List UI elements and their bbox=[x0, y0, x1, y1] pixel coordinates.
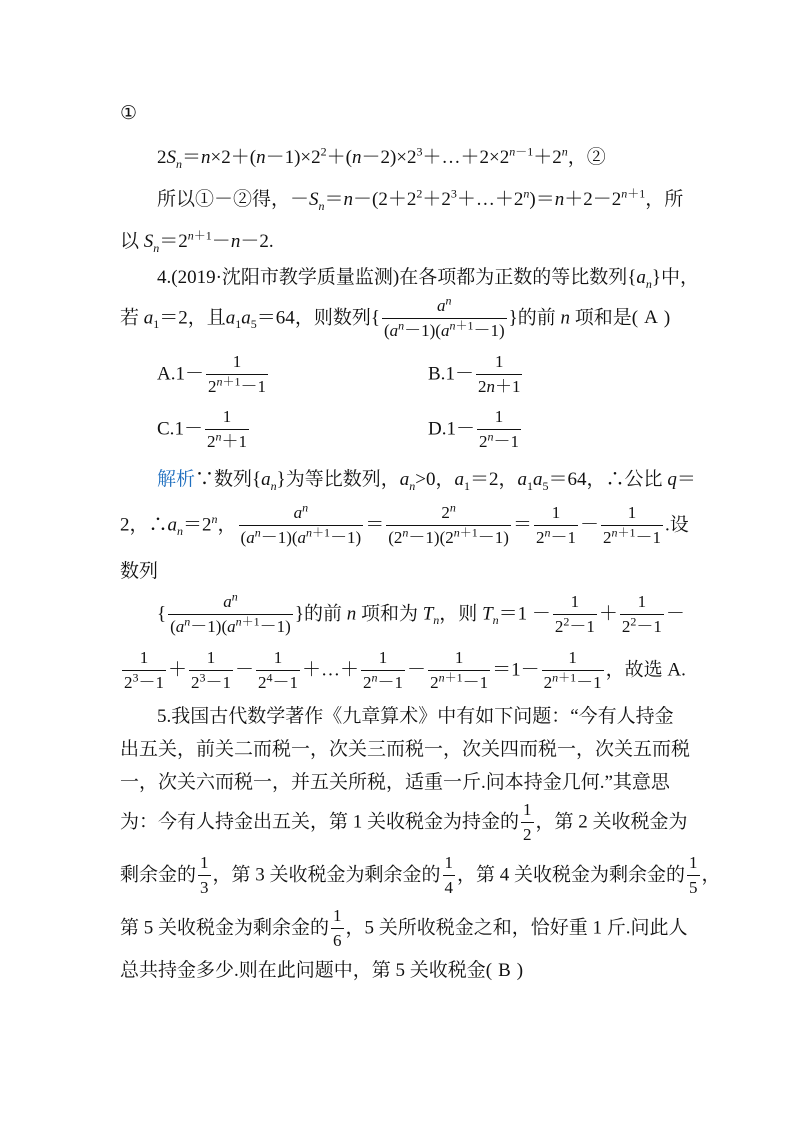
q5-line5: 剩余金的 $\frac{1}{3}$ ，第 3 关收税金为剩余金的 $\frac{1}{4}$ ，第 4 关收税金为剩余金的 $\frac{1}{5}$ ， bbox=[120, 853, 721, 898]
q4-option-b: B.1－ $\frac{1}{2n+1}$ bbox=[428, 352, 521, 397]
q5-line3: 一，次关六而税一，并五关所税，适重一斤.问本持金几何.”其意思 bbox=[120, 772, 670, 793]
q4-option-c: C.1－ $\frac{1}{2^n+1}$ bbox=[157, 407, 247, 452]
equation-2: $2S_n=n\times 2+(n-1)\times 2^2+(n-2)\times 2^3+\dots+2\times 2^{n-1}+2^n$，② bbox=[157, 144, 606, 171]
q4-analysis-line4: { $\frac{a^n}{(a^n-1)(a^{n+1}-1)}$ }的前 n 项和为 $T_n$，则 $T_n=1$ － $\frac{1}{2^2-1}$ ＋ $\frac{1}{2^2-1}$ － bbox=[157, 589, 685, 637]
subtract-equations-line: 所以①－②得，$-S_n=n-(2+2^2+2^3+\dots+2^n)=n+2-2^{n+1}$，所 bbox=[157, 186, 684, 213]
q4-option-d: D.1－ $\frac{1}{2^n-1}$ bbox=[428, 407, 519, 452]
q5-line6: 第 5 关收税金为剩余金的 $\frac{1}{6}$ ，5 关所收税金之和，恰好重 1 斤.问此人 bbox=[120, 906, 688, 951]
q4-analysis-line1: 解析∵数列$\{a_n\}$为等比数列，$a_n>0$，$a_1=2$，$a_1a_5=64$，∴公比 q＝ bbox=[157, 469, 696, 493]
sequence-fraction: $\frac{a^n}{(a^n-1)(a^{n+1}-1)}$ bbox=[383, 293, 505, 341]
q5-line2: 出五关，前关二而税一，次关三而税一，次关四而税一，次关五而税 bbox=[120, 739, 691, 760]
q4-stem-line2: 若 $a_1=2$，且$a_1a_5=64$，则数列{ $\frac{a^n}{(a^n-1)(a^{n+1}-1)}$ }的前 n 项和是( A ) bbox=[120, 293, 671, 341]
q4-source: (2019·沈阳市教学质量监测) bbox=[171, 267, 400, 288]
q4-option-a: A.1－ $\frac{1}{2^{n+1}-1}$ bbox=[157, 352, 267, 397]
q5-line4: 为：今有人持金出五关，第 1 关收税金为持金的 $\frac{1}{2}$ ，第 2 关收税金为 bbox=[120, 800, 688, 845]
q4-stem-line1: 4.(2019·沈阳市教学质量监测)在各项都为正数的等比数列$\{a_n\}$中， bbox=[157, 267, 700, 291]
q4-analysis-line3: 数列 bbox=[120, 561, 159, 582]
q4-analysis-line2: 2，$\therefore a_n=2^n$， $\frac{a^n}{(a^n-1)(a^{n+1}-1)}$ ＝ $\frac{2^n}{(2^n-1)(2^{n+1}-1)}$ ＝ $\frac{1}{2^n-1}$ － $\frac{1}{2^{n+1}-1}$ .设 bbox=[120, 500, 689, 548]
sn-result-line: 以 $S_n=2^{n+1}-n-2$. bbox=[120, 228, 274, 255]
q5-line7: 总共持金多少.则在此问题中，第 5 关收税金( B ) bbox=[120, 960, 524, 981]
q4-answer: A bbox=[644, 307, 658, 329]
q5-answer: B bbox=[498, 960, 511, 981]
q4-analysis-line5: $\frac{1}{2^3-1}$ ＋ $\frac{1}{2^3-1}$ － $\frac{1}{2^4-1}$ ＋…＋ $\frac{1}{2^n-1}$ － $\frac{1}{2^{n+1}-1}$ ＝1－ $\frac{1}{2^{n+1}-1}$ ，故选 A. bbox=[124, 648, 686, 693]
q5-line1: 5.我国古代数学著作《九章算术》中有如下问题：“今有人持金 bbox=[157, 706, 674, 727]
analysis-label: 解析 bbox=[157, 469, 196, 490]
equation-1-marker: ① bbox=[120, 103, 138, 124]
